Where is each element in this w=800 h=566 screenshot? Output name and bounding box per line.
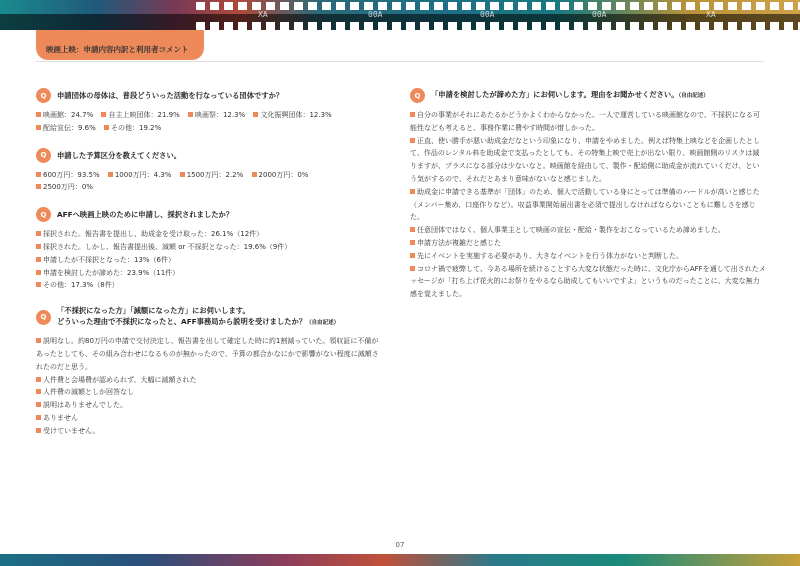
bullet-square-icon [36,125,41,130]
bullet-square-icon [36,270,41,275]
bullet-square-icon [36,338,41,343]
question-4 [36,305,382,329]
bullet-square-icon [410,189,415,194]
bullet-square-icon [36,402,41,407]
answer-item: 自主上映団体：21.9% [101,109,179,122]
answer-list-3 [36,228,382,292]
answer-item: 申請を検討したが諦めた：23.9%（11件） [36,267,382,280]
header-divider [36,61,764,62]
answer-list-5 [410,109,766,301]
question-2 [36,148,382,163]
bullet-square-icon [36,257,41,262]
answer-item: コロナ禍で疲弊して、今ある場所を続けることすら大変な状態だった時に、文化庁からAFFを通して出されたメッセージが「打ち上げ花火的にお祭りをやるなら助成してもいいですよ」というものだったことに、大変な無力感を覚えました。 [410,264,766,299]
answer-item: 1500万円：2.2% [180,169,244,182]
film-perforations-bottom [196,22,800,30]
answer-item: 先にイベントを実施する必要があり、大きなイベントを行う体力がないと判断した。 [410,250,766,263]
film-label: XA [258,10,268,19]
bullet-square-icon [36,415,41,420]
film-label: 00A [480,10,495,19]
answer-item: 映画祭：12.3% [188,109,245,122]
bullet-square-icon [36,282,41,287]
film-label: 00A [592,10,607,19]
film-label: XA [706,10,716,19]
answer-item: 助成金に申請できる基準が「団体」のため、個人で活動している身にとっては準備のハードルが高いと感じた（メンバー集め、口座作りなど）。収益事業開始届出書を必須で提出しなければならないこともに難しさを感じた。 [410,187,760,222]
bullet-square-icon [410,240,415,245]
question-badge: Q [36,207,51,222]
question-1 [36,88,382,103]
question-badge: Q [410,88,425,103]
answer-item: 正直、使い勝手が悪い助成金だなという印象になり、申請をやめました。例えば特集上映などを企画したとして、作品のレンタル料を助成金で支払ったとしても、その特集上映で売上が出ない限り、映画館側のリスクは減りますが、プラスになる部分は少ないなと。映画館を経由して、製作・配給側に助成金が流れていくだけ、という気がするので、それだとあまり意味がないなと感じました。 [410,136,760,183]
bullet-square-icon [36,389,41,394]
free-response-note: （自由記述） [306,320,340,327]
answer-list-1 [36,109,382,135]
answer-item: 2000万円：0% [252,169,309,182]
answer-item: 映画館：24.7% [36,109,93,122]
answer-list-2 [36,169,382,195]
answer-list-4 [36,335,382,437]
answer-item: その他：17.3%（8件） [36,279,382,292]
answer-item: 説明なし。約80万円の申請で交付決定し、報告書を出して確定した時に約1割減っていた。領収証に不備があったとしても、その組み合わせになるものが無かったので、予算の都合かなにかで影響がない程度に減額されたのだと思う。 [36,337,379,371]
answer-item: 申請方法が複雑だと感じた [410,237,766,250]
question-text: 申請団体の母体は、普段どういった活動を行なっている団体ですか？ [57,91,284,100]
answer-item: 受けていません。 [36,425,382,438]
answer-item: 600万円：93.5% [36,169,100,182]
question-badge: Q [36,88,51,103]
bullet-square-icon [36,184,41,189]
question-badge: Q [36,148,51,163]
film-perforations-top [196,2,800,10]
bullet-square-icon [410,138,415,143]
answer-item: ありません [36,412,382,425]
question-text: AFFへ映画上映のために申請し、採択されましたか？ [57,210,234,220]
answer-item: 人件費の減額としか回答なし [36,386,382,399]
bullet-square-icon [36,231,41,236]
bullet-square-icon [108,172,113,177]
left-column [36,88,382,451]
question-text: 「申請を検討したが諦めた方」にお伺いします。理由をお聞かせください。（自由記述） [431,90,709,99]
bullet-square-icon [410,227,415,232]
section-header-tab [36,30,204,60]
bullet-square-icon [101,112,106,117]
bullet-square-icon [36,244,41,249]
answer-item: 2500万円：0% [36,181,93,194]
bullet-square-icon [36,428,41,433]
bullet-square-icon [36,377,41,382]
section-title: 映画上映：申請内容内訳と利用者コメント [46,45,189,54]
answer-item: 採択された。報告書を提出し、助成金を受け取った：26.1%（12件） [36,228,382,241]
page-number: 07 [395,541,405,549]
film-strip-decoration [0,0,800,30]
question-badge: Q [36,310,51,325]
question-5 [410,88,766,103]
answer-item: 説明はありませんでした。 [36,399,382,412]
answer-item: 採択された。しかし、報告書提出後、減額 or 不採択となった：19.6%（9件） [36,241,382,254]
question-text: 「不採択になった方」「減額になった方」にお伺いします。 [57,306,250,316]
bullet-square-icon [410,112,415,117]
answer-item: 文化振興団体：12.3% [253,109,331,122]
bullet-square-icon [252,172,257,177]
film-label: 00A [368,10,383,19]
bullet-square-icon [410,266,415,271]
question-text: どういった理由で不採択になったと、AFF事務局から説明を受けましたか？（自由記述） [57,317,340,327]
answer-item: 1000万円：4.3% [108,169,172,182]
question-text: 申請した予算区分を教えてください。 [57,150,182,160]
bullet-square-icon [410,253,415,258]
answer-item: その他：19.2% [104,122,161,135]
answer-item: 人件費と会場費が認められず、大幅に減額された [36,374,382,387]
bullet-square-icon [36,172,41,177]
answer-item: 任意団体ではなく、個人事業主として映画の宣伝・配給・製作をおこなっているため諦めました。 [410,224,766,237]
free-response-note: （自由記述） [678,93,709,99]
bullet-square-icon [104,125,109,130]
question-3 [36,207,382,222]
answer-item: 配給宣伝：9.6% [36,122,96,135]
bullet-square-icon [188,112,193,117]
bullet-square-icon [253,112,258,117]
answer-item: 自分の事業がそれにあたるかどうかよくわからなかった。一人で運営している映画館なので、不採択になる可能性なども考えると、事務作業に費やす時間が惜しかった。 [410,111,760,132]
answer-item: 申請したが不採択となった：13%（6件） [36,254,382,267]
bottom-gradient-strip [0,554,800,566]
bullet-square-icon [36,112,41,117]
bullet-square-icon [180,172,185,177]
right-column [410,88,766,314]
